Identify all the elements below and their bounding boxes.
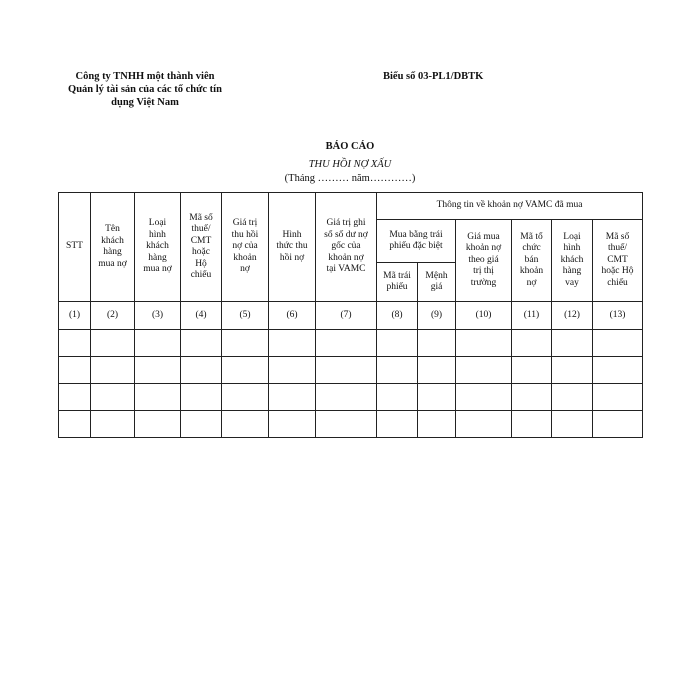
table-cell [552,384,593,411]
table-cell [222,357,269,384]
table-row [59,411,643,438]
table-cell [418,411,456,438]
report-title: BÁO CÁO [325,141,375,152]
col-header-seller-code: Mã tổ chức bán khoản nợ [512,220,552,302]
col-header-borrower-type: Loại hình khách hàng vay [552,220,593,302]
table-cell [222,330,269,357]
report-table [58,192,643,438]
table-cell [91,384,135,411]
table-cell [181,357,222,384]
table-cell [512,411,552,438]
table-cell [512,384,552,411]
table-cell [316,330,377,357]
column-number: (1) [59,302,91,330]
col-header-book-value: Giá trị ghi sổ số dư nợ gốc của khoản nợ tại VAMC [316,193,377,302]
form-code: Biểu số 03-PL1/DBTK [383,71,484,82]
table-cell [377,384,418,411]
table-cell [181,411,222,438]
table-cell [181,384,222,411]
col-header-vamc-group: Thông tin về khoản nợ VAMC đã mua [377,193,643,220]
table-cell [418,330,456,357]
table-cell [456,357,512,384]
table-cell [135,330,181,357]
table-cell [135,384,181,411]
table-cell [316,411,377,438]
table-cell [269,411,316,438]
col-header-market-price: Giá mua khoản nợ theo giá trị thị trường [456,220,512,302]
table-cell [91,330,135,357]
col-header-customer-type: Loại hình khách hàng mua nợ [135,193,181,302]
col-header-recovery-value: Giá trị thu hồi nợ của khoản nợ [222,193,269,302]
column-number: (2) [91,302,135,330]
organization-name: Công ty TNHH một thành viên Quản lý tài sản của các tổ chức tín dụng Việt Nam [68,71,222,108]
table-cell [377,357,418,384]
table-cell [269,384,316,411]
table-cell [512,330,552,357]
col-header-bond-group: Mua bằng trái phiếu đặc biệt [377,220,456,263]
table-cell [593,330,643,357]
table-cell [593,384,643,411]
col-header-stt: STT [59,193,91,302]
column-number: (3) [135,302,181,330]
col-header-bond-code: Mã trái phiếu [377,263,418,302]
report-period: (Tháng ……… năm…………) [284,173,416,184]
report-subtitle: THU HỒI NỢ XẤU [308,159,392,170]
column-number: (4) [181,302,222,330]
table-cell [91,411,135,438]
table-cell [222,384,269,411]
col-header-face-value: Mệnh giá [418,263,456,302]
table-cell [316,357,377,384]
table-cell [456,330,512,357]
table-cell [269,357,316,384]
table-row [59,357,643,384]
table-cell [552,357,593,384]
col-header-tax-id: Mã số thuế/ CMT hoặc Hộ chiếu [181,193,222,302]
table-cell [456,384,512,411]
table-cell [59,330,91,357]
table-cell [59,357,91,384]
column-number: (11) [512,302,552,330]
table-cell [269,330,316,357]
table-cell [135,357,181,384]
table-cell [552,411,593,438]
col-header-customer-name: Tên khách hàng mua nợ [91,193,135,302]
column-number: (9) [418,302,456,330]
column-number: (5) [222,302,269,330]
table-cell [593,411,643,438]
table-cell [418,357,456,384]
table-cell [316,384,377,411]
table-cell [418,384,456,411]
column-number: (6) [269,302,316,330]
table-cell [59,384,91,411]
table-cell [181,330,222,357]
column-number: (10) [456,302,512,330]
header-row-1 [59,193,643,220]
table-cell [456,411,512,438]
column-number: (7) [316,302,377,330]
table-cell [593,357,643,384]
table-cell [91,357,135,384]
col-header-borrower-tax-id: Mã số thuế/ CMT hoặc Hộ chiếu [593,220,643,302]
table-cell [222,411,269,438]
table-cell [135,411,181,438]
column-number-row [59,302,643,330]
table-row [59,330,643,357]
column-number: (12) [552,302,593,330]
column-number: (13) [593,302,643,330]
table-cell [552,330,593,357]
table-cell [512,357,552,384]
column-number: (8) [377,302,418,330]
table-cell [377,411,418,438]
table-cell [59,411,91,438]
col-header-recovery-form: Hình thức thu hồi nợ [269,193,316,302]
table-cell [377,330,418,357]
table-row [59,384,643,411]
